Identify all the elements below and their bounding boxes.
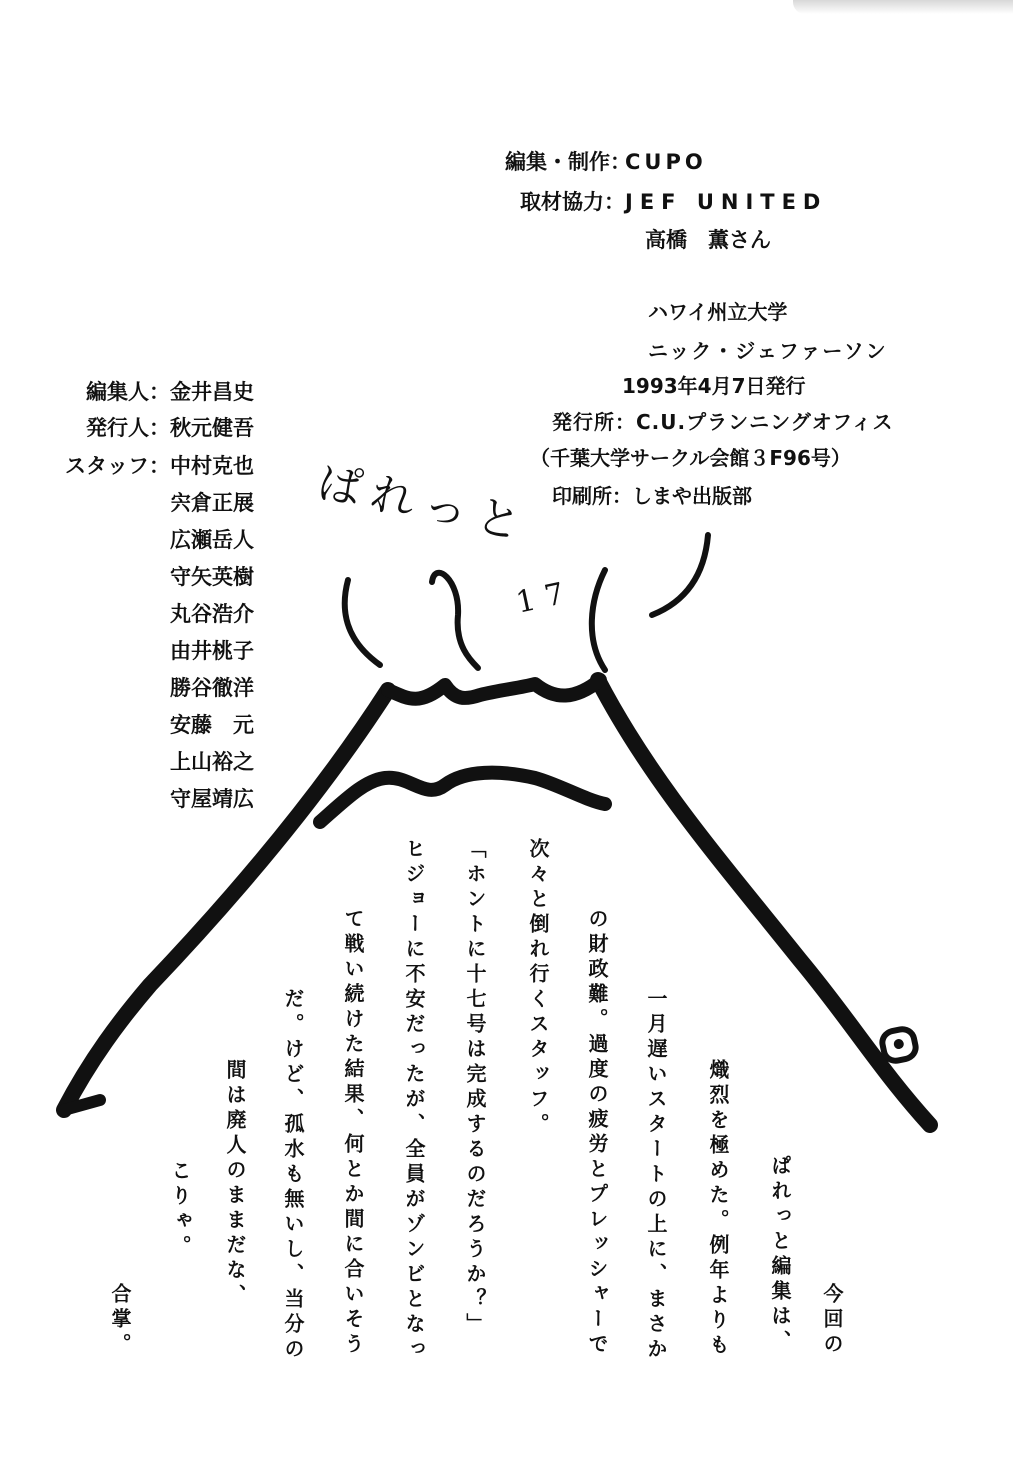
publication-address: （千葉大学サークル会館３F96号） [530, 446, 851, 470]
editing-value: CUPO [625, 150, 707, 174]
afterword-column: 一月遅いスタートの上に、まさか [644, 988, 668, 1363]
affiliation-person: ニック・ジェファーソン [648, 339, 888, 363]
mountain-crater-rim [388, 680, 600, 699]
affiliation-university: ハワイ州立大学 [648, 300, 788, 324]
publisher-name: 秋元健吾 [170, 416, 254, 440]
editor-label: 編集人： [86, 380, 170, 404]
publisher-label: 発行人： [86, 416, 170, 440]
cooperation-credit [515, 186, 827, 216]
staff-member: 広瀬岳人 [170, 528, 254, 552]
publication-office: 発行所：C.U.プランニングオフィス [552, 410, 894, 434]
cooperation-value: JEF UNITED [625, 190, 828, 214]
cooperation-label: 取材協力： [520, 190, 625, 214]
afterword-column: ぱれっと編集は、 [768, 1155, 792, 1355]
afterword-column: て戦い続けた結果、何とか間に合いそう [341, 908, 365, 1358]
staff-member: 宍倉正展 [170, 491, 254, 515]
staff-member: 由井桃子 [170, 639, 254, 663]
smoke-plume-2 [432, 573, 478, 668]
smoke-plume-3 [592, 570, 605, 670]
afterword-column: 「ホントに十七号は完成するのだろうか？」 [463, 838, 487, 1338]
editing-credit [505, 146, 707, 176]
staff-label: スタッフ： [65, 454, 170, 478]
afterword-column: 次々と倒れ行くスタッフ。 [526, 838, 550, 1138]
afterword-column: だ。けど、孤水も無いし、当分の [281, 988, 305, 1363]
cooperation-person: 高橋 薫さん [645, 228, 771, 252]
smoke-plume-4 [652, 535, 708, 615]
publication-date: 1993年4月7日発行 [622, 374, 806, 398]
publication-printer: 印刷所：しまや出版部 [552, 484, 752, 508]
staff-member: 勝谷徹洋 [170, 676, 254, 700]
mountain-snow-line [320, 773, 605, 822]
editor-row [58, 376, 254, 406]
afterword-column: こりゃ。 [168, 1160, 192, 1260]
issue-number: 17 [512, 574, 578, 621]
editing-label: 編集・制作： [505, 150, 631, 174]
staff-member: 守屋靖広 [170, 787, 254, 811]
afterword-column: 熾烈を極めた。例年よりも [706, 1059, 730, 1359]
afterword-column: 合掌。 [108, 1283, 132, 1358]
afterword-column: ヒジョーに不安だったが、全員がゾンビとなっ [402, 838, 426, 1363]
staff-member: 中村克也 [170, 454, 254, 478]
staff-row-0 [58, 450, 254, 480]
smoke-plume-1 [345, 580, 380, 665]
afterword-column: 間は廃人のままだな、 [223, 1059, 247, 1309]
staff-member: 守矢英樹 [170, 565, 254, 589]
afterword-column: の財政難。過度の疲労とプレッシャーで [585, 908, 609, 1358]
staff-member: 上山裕之 [170, 750, 254, 774]
afterword-column: 今回の [820, 1283, 844, 1358]
staff-member: 安藤 元 [170, 713, 254, 737]
publisher-row [58, 412, 254, 442]
editor-name: 金井昌史 [170, 380, 254, 404]
handwritten-title: ぱれっと [313, 456, 535, 552]
staff-member: 丸谷浩介 [170, 602, 254, 626]
